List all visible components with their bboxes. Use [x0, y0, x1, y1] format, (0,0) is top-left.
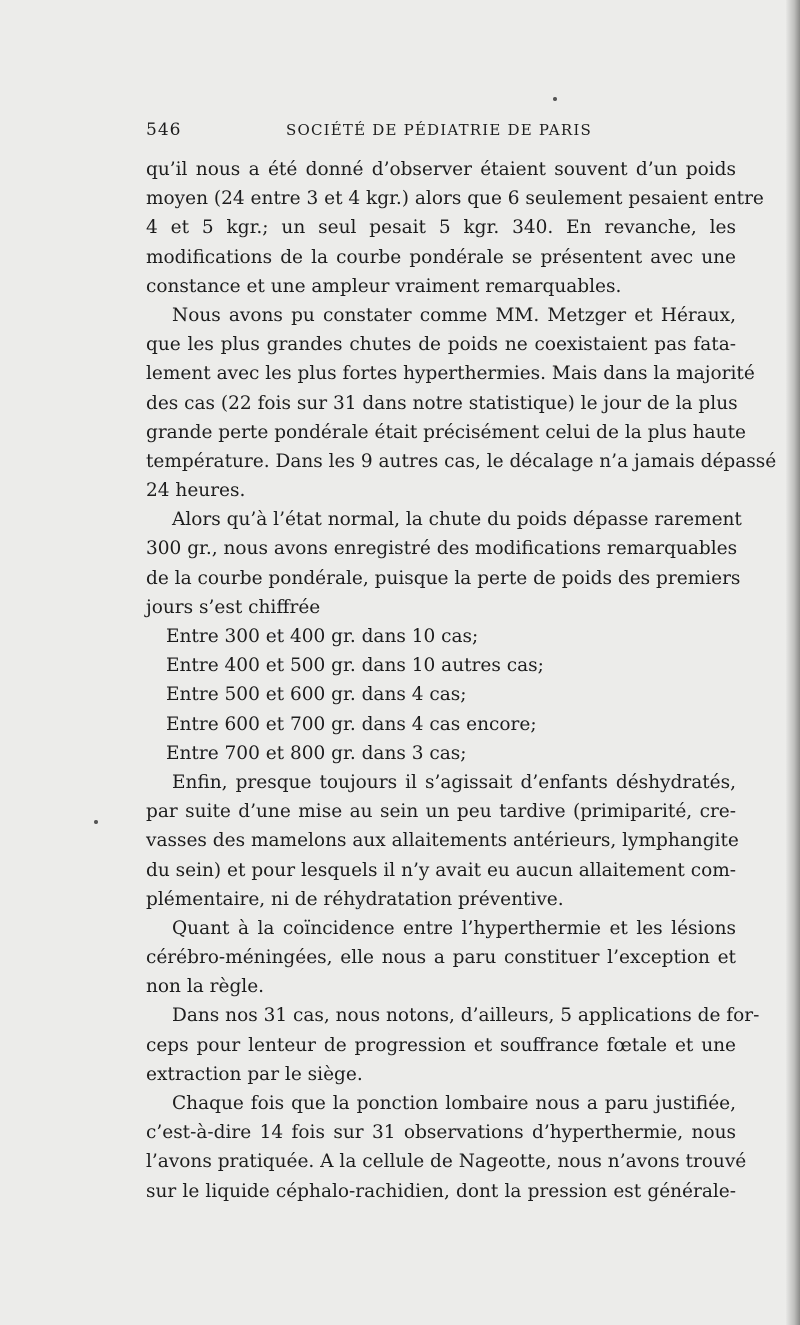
text-line: qu’il nous a été donné d’observer étaient souvent d’un poids — [146, 159, 736, 180]
text-line: 24 heures. — [146, 480, 246, 502]
text-line: Alors qu’à l’état normal, la chute du poids dépasse rarement — [172, 509, 742, 531]
text-line: c’est-à-dire 14 fois sur 31 observations d’hyperthermie, nous — [146, 1122, 736, 1144]
text-line: 300 gr., nous avons enregistré des modifications remarquables — [146, 538, 738, 560]
ink-dot — [94, 820, 98, 824]
body-text — [146, 155, 777, 1206]
text-line: des cas (22 fois sur 31 dans notre statistique) le jour de la plus — [146, 392, 738, 414]
text-line: extraction par le siège. — [146, 1063, 363, 1085]
page-number: 546 — [146, 120, 182, 140]
text-line: l’avons pratiquée. A la cellule de Nageotte, nous n’avons trouvé — [146, 1151, 747, 1173]
text-line: de la courbe pondérale, puisque la perte de poids des premiers — [146, 567, 741, 589]
page-header — [146, 118, 736, 148]
text-line: non la règle. — [146, 976, 265, 998]
text-line: constance et une ampleur vraiment remarquables. — [146, 275, 622, 297]
text-line: lement avec les plus fortes hyperthermies. Mais dans la majorité — [146, 363, 755, 385]
running-title: SOCIÉTÉ DE PÉDIATRIE DE PARIS — [286, 121, 592, 139]
text-line: moyen (24 entre 3 et 4 kgr.) alors que 6 seulement pesaient entre — [146, 188, 764, 210]
list-item: Entre 700 et 800 gr. dans 3 cas; — [166, 742, 467, 764]
ink-dot — [553, 97, 557, 101]
text-line: Chaque fois que la ponction lombaire nous a paru justifiée, — [172, 1093, 736, 1114]
text-line: Quant à la coïncidence entre l’hyperthermie et les lésions — [172, 917, 736, 939]
list-item: Entre 400 et 500 gr. dans 10 autres cas; — [166, 655, 544, 677]
list-item: Entre 300 et 400 gr. dans 10 cas; — [166, 626, 479, 647]
text-line: que les plus grandes chutes de poids ne coexistaient pas fata- — [146, 334, 736, 356]
text-line: vasses des mamelons aux allaitements antérieurs, lymphangite — [146, 830, 739, 852]
text-line: sur le liquide céphalo-rachidien, dont la pression est générale- — [146, 1180, 736, 1202]
text-line: Dans nos 31 cas, nous notons, d’ailleurs, 5 applications de for- — [172, 1005, 760, 1027]
page-edge-shadow — [786, 0, 800, 1325]
text-line: cérébro-méningées, elle nous a paru constituer l’exception et — [146, 947, 736, 969]
text-line: ceps pour lenteur de progression et souffrance fœtale et une — [146, 1034, 736, 1056]
text-line: grande perte pondérale était précisément celui de la plus haute — [146, 421, 746, 443]
text-line: du sein) et pour lesquels il n’y avait eu aucun allaitement com- — [146, 859, 736, 881]
list-item: Entre 600 et 700 gr. dans 4 cas encore; — [166, 713, 537, 735]
text-line: plémentaire, ni de réhydratation préventive. — [146, 888, 564, 910]
text-line: 4 et 5 kgr.; un seul pesait 5 kgr. 340. En revanche, les — [146, 217, 736, 239]
text-line: jours s’est chiffrée — [146, 596, 321, 618]
text-line: température. Dans les 9 autres cas, le décalage n’a jamais dépassé — [146, 450, 777, 472]
text-line: Nous avons pu constater comme MM. Metzger et Héraux, — [172, 304, 736, 326]
list-item: Entre 500 et 600 gr. dans 4 cas; — [166, 684, 467, 706]
text-line: Enfin, presque toujours il s’agissait d’enfants déshydratés, — [172, 771, 736, 793]
text-line: modifications de la courbe pondérale se présentent avec une — [146, 246, 736, 268]
text-line: par suite d’une mise au sein un peu tardive (primiparité, cre- — [146, 801, 736, 823]
